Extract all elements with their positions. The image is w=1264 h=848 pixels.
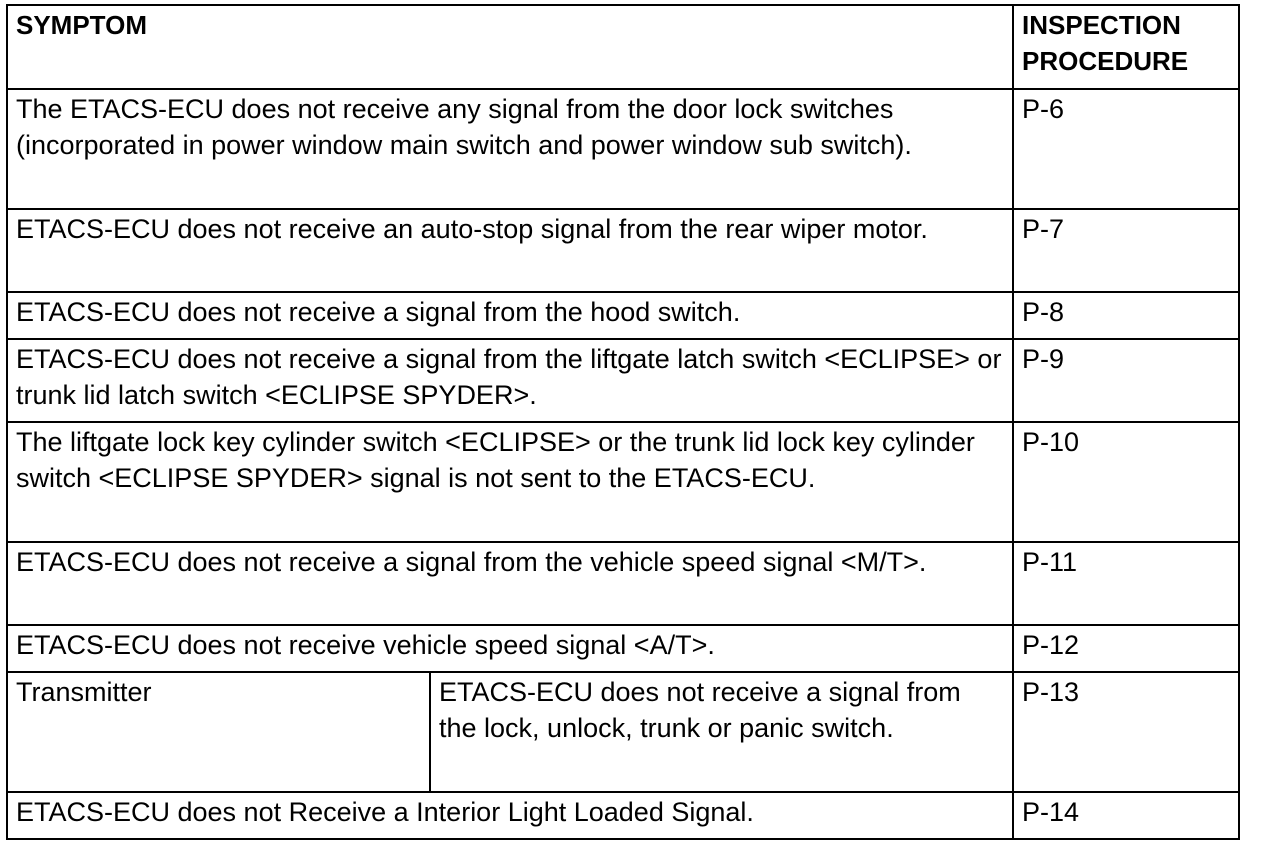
procedure-cell: P-6 bbox=[1013, 89, 1239, 209]
table-row bbox=[7, 625, 1239, 672]
procedure-cell: P-9 bbox=[1013, 339, 1239, 422]
procedure-cell: P-7 bbox=[1013, 209, 1239, 292]
symptom-header: SYMPTOM bbox=[7, 5, 1013, 89]
symptom-cell: ETACS-ECU does not Receive a Interior Light Loaded Signal. bbox=[7, 792, 1013, 839]
symptom-cell: ETACS-ECU does not receive a signal from the liftgate latch switch <ECLIPSE> or trunk lid latch switch <ECLIPSE SPYDER>. bbox=[7, 339, 1013, 422]
procedure-cell: P-8 bbox=[1013, 292, 1239, 339]
symptom-cell: ETACS-ECU does not receive an auto-stop signal from the rear wiper motor. bbox=[7, 209, 1013, 292]
procedure-header: INSPECTION PROCEDURE bbox=[1013, 5, 1239, 89]
table-row bbox=[7, 672, 1239, 792]
table-row bbox=[7, 209, 1239, 292]
procedure-cell: P-10 bbox=[1013, 422, 1239, 542]
table-row bbox=[7, 89, 1239, 209]
table-row bbox=[7, 422, 1239, 542]
category-cell: Transmitter bbox=[7, 672, 430, 792]
symptom-table bbox=[6, 4, 1240, 840]
symptom-cell: The ETACS-ECU does not receive any signal from the door lock switches (incorporated in power window main switch and power window sub switch). bbox=[7, 89, 1013, 209]
table-row bbox=[7, 542, 1239, 625]
procedure-cell: P-11 bbox=[1013, 542, 1239, 625]
procedure-cell: P-14 bbox=[1013, 792, 1239, 839]
symptom-cell: ETACS-ECU does not receive a signal from the lock, unlock, trunk or panic switch. bbox=[430, 672, 1013, 792]
table-row bbox=[7, 792, 1239, 839]
symptom-cell: ETACS-ECU does not receive a signal from the hood switch. bbox=[7, 292, 1013, 339]
symptom-cell: ETACS-ECU does not receive a signal from the vehicle speed signal <M/T>. bbox=[7, 542, 1013, 625]
procedure-cell: P-13 bbox=[1013, 672, 1239, 792]
symptom-cell: The liftgate lock key cylinder switch <ECLIPSE> or the trunk lid lock key cylinder switch <ECLIPSE SPYDER> signal is not sent to the ETACS-ECU. bbox=[7, 422, 1013, 542]
table-row bbox=[7, 292, 1239, 339]
header-row bbox=[7, 5, 1239, 89]
table-row bbox=[7, 339, 1239, 422]
procedure-cell: P-12 bbox=[1013, 625, 1239, 672]
symptom-cell: ETACS-ECU does not receive vehicle speed signal <A/T>. bbox=[7, 625, 1013, 672]
